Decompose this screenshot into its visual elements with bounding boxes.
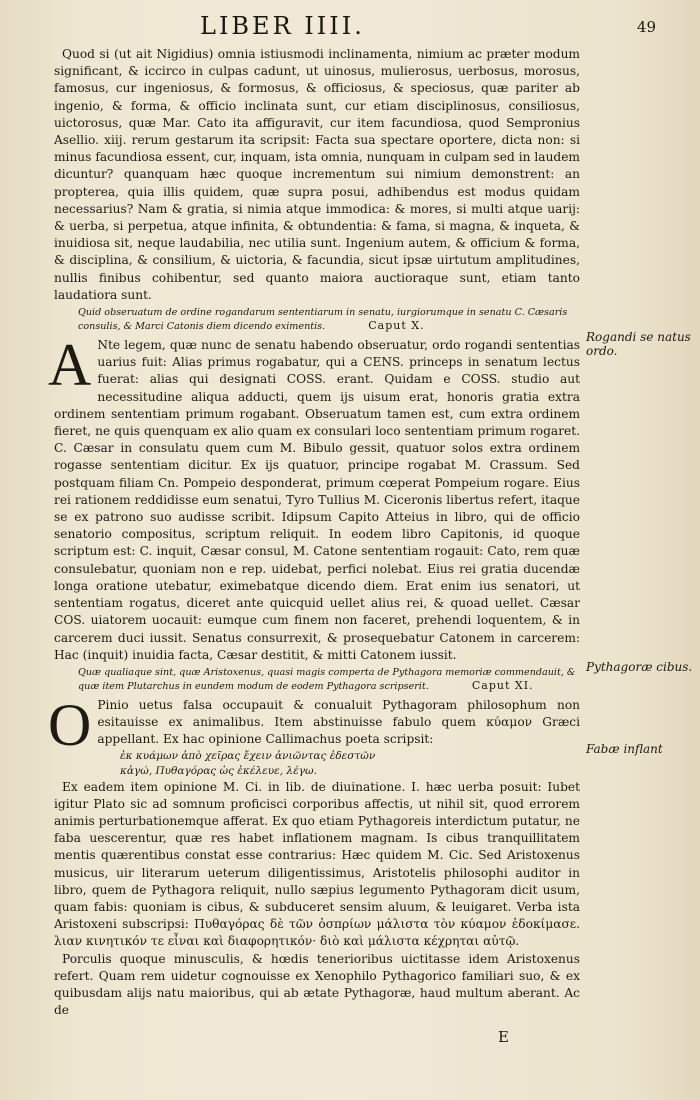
chapter-11-title: Quæ qualiaque sint, quæ Aristoxenus, quasi magis comperta de Pythagora memoriæ commendauit, & quæ item Plutarchus in eundem modum de eodem Pythagora scripserit.: [78, 666, 576, 692]
chapter-11-number: Caput XI.: [471, 678, 534, 692]
running-title: LIBER IIII.: [200, 12, 365, 40]
folio-number: 49: [636, 18, 656, 36]
greek-verse-1: ἐκ κυάμων ἀπὸ χεῖρας ἔχειν ἀνιῶντας ἐδεστῶν: [120, 749, 376, 762]
marginal-note-3: Fabæ inflant: [586, 742, 663, 756]
running-head: [0, 10, 700, 44]
greek-verse-2: κἀγώ, Πυθαγόρας ὡς ἐκέλευε, λέγω.: [120, 764, 317, 777]
text-block: [48, 46, 580, 1019]
drop-cap-o: O: [48, 691, 92, 758]
chapter-10-title: Quid obseruatum de ordine rogandarum sententiarum in senatu, iurgiorumque in senatu C. Cæsaris consulis, & Marci Catonis diem dicendo eximentis.: [78, 307, 568, 333]
catchword: E: [498, 1028, 509, 1046]
paragraph-1: Quod si (ut ait Nigidius) omnia istiusmodi inclinamenta, nimium ac præter modum significant, & iccirco in culpas cadunt, ut uinosus, mulierosus, uerbosus, morosus, famosus, cur ingeniosus, & formosus, & officiosus, & speciosus, quæ pariter ab ingenio, & forma, & officio inclinata sunt, cur etiam disciplinosus, consiliosus, uictorosus, quæ Mar. Cato ita affiguravit, cur item facundiosa, quod Sempronius Asellio. xiij. rerum gestarum ita scripsit: Facta sua spectare oportere, dicta non: si minus facundiosa essent, cur, inquam, ista omnia, nunquam in culpam sed in laudem dicuntur? quanquam hæc quoque incrementum sui nimium demonstrent: an propterea, quia illis quidem, quæ supra posui, adhibendus est modus quidam necessarius? Nam & gratia, si nimia atque immodica: & mores, si multi atque uarij: & uerba, si perpetua, atque infinita, & obtundentia: & fama, si magna, & inqueta, & inuidiosa sit, neque laudabilia, nec utilia sunt. Ingenium autem, & officium & forma, & disciplina, & consilium, & uictoria, & facundia, sicut ipsæ uirtutum amplitudines, nullis finibus cohibentur, sed quanto maiora auctioraque sunt, etiam tanto laudatiora sunt.: [54, 47, 580, 302]
marginal-note-2: Pythagoræ cibus.: [586, 660, 693, 674]
chapter-10-number: Caput X.: [368, 319, 425, 333]
paragraph-3-text: Pinio uetus falsa occupauit & conualuit Pythagoram philosophum non esitauisse ex animalibus. Item abstinuisse fabulo quem κύαμον Græci appellant. Ex hac opinione Callimachus poeta scripsit:: [97, 697, 580, 747]
paragraph-5: Porculis quoque minusculis, & hœdis tenerioribus uictitasse idem Aristoxenus refert. Quam rem uidetur cognouisse ex Xenophilo Pythagorico familiari suo, & ex quibusdam alijs natu maioribus, qui ab ætate Pythagoræ, haud multum aberant. Ac de: [54, 951, 580, 1018]
drop-cap-a: A: [48, 332, 92, 399]
chapter-10-heading: [54, 306, 580, 333]
paragraph-4: Ex eadem item opinione M. Ci. in lib. de diuinatione. I. hæc uerba posuit: Iubet igitur Plato sic ad somnum proficisci corporibus affectis, ut nihil sit, quod errorem animis perturbationemque afferat. Ex quo etiam Pythagoreis interdictum putatur, ne faba uescerentur, quæ res habet inflationem magnam. Is cibus tranquillitatem mentis quærentibus constat esse contrarius: Hæc quidem M. Cic. Sed Aristoxenus musicus, uir literarum ueterum diligentissimus, Aristotelis philosophi auditor in libro, quem de Pythagora reliquit, nullo sæpius legumento Pythagoram dicit usum, quam fabis: quoniam is cibus, & subduceret sensim aluum, & leuigaret. Verba ista Aristoxeni subscripsi: Πυθαγόρας δὲ τῶν ὀσπρίων μάλιστα τὸν κύαμον ἐδοκίμασε. λιαν κινητικόν τε εἶναι καὶ διαφορητικόν· διὸ καὶ μάλιστα κέχρηται αὐτῷ.: [54, 779, 580, 949]
chapter-11-heading: [54, 666, 580, 693]
marginal-note-1: Rogandi se natus ordo.: [586, 330, 691, 358]
paragraph-2-text: Nte legem, quæ nunc de senatu habendo obseruatur, ordo rogandi sententias uarius fuit: Alias primus rogabatur, qui a CENS. princeps in senatum lectus fuerat: alias qui designati COSS. erant. Quidam e COSS. studio aut necessitudine aliqua adducti, quem ijs uisum erat, honoris gratia extra ordinem sententiam primum rogabant. Obseruatum tamen est, cum extra ordinem fieret, ne quis quenquam ex alio quam ex consulari loco sententiam primum rogaret. C. Cæsar in consulatu quem cum M. Bibulo gessit, quatuor solos extra ordinem rogasse sententiam dicitur. Ex ijs quatuor, principe rogabat M. Crassum. Sed postquam filiam Cn. Pompeio desponderat, primum cœperat Pompeium rogare. Eius rei rationem reddidisse eum senatui, Tyro Tullius M. Ciceronis libertus refert, itaque se ex patrono suo audisse scribit. Idipsum Capito Atteius in libro, qui de officio senatorio compositus, scriptum reliquit. In eodem libro Capitonis, id quoque scriptum est: C. inquit, Cæsar consul, M. Catone sententiam rogauit: Cato, rem quæ consulebatur, quoniam non e rep. uidebat, perfici nolebat. Eius rei gratia ducendæ longa oratione utebatur, eximebatque dicendo diem. Erat enim ius senatori, ut sententiam rogatus, diceret ante quicquid uellet alius rei, & quoad uellet. Cæsar COS. uiatorem uocauit: eumque cum finem non faceret, prehendi loquentem, & in carcerem duci iussit. Senatus consurrexit, & prosequebatur Catonem in carcerem: Hac (inquit) inuidia facta, Cæsar destitit, & mitti Catonem iussit.: [54, 338, 580, 662]
paragraph-2: [48, 332, 580, 664]
